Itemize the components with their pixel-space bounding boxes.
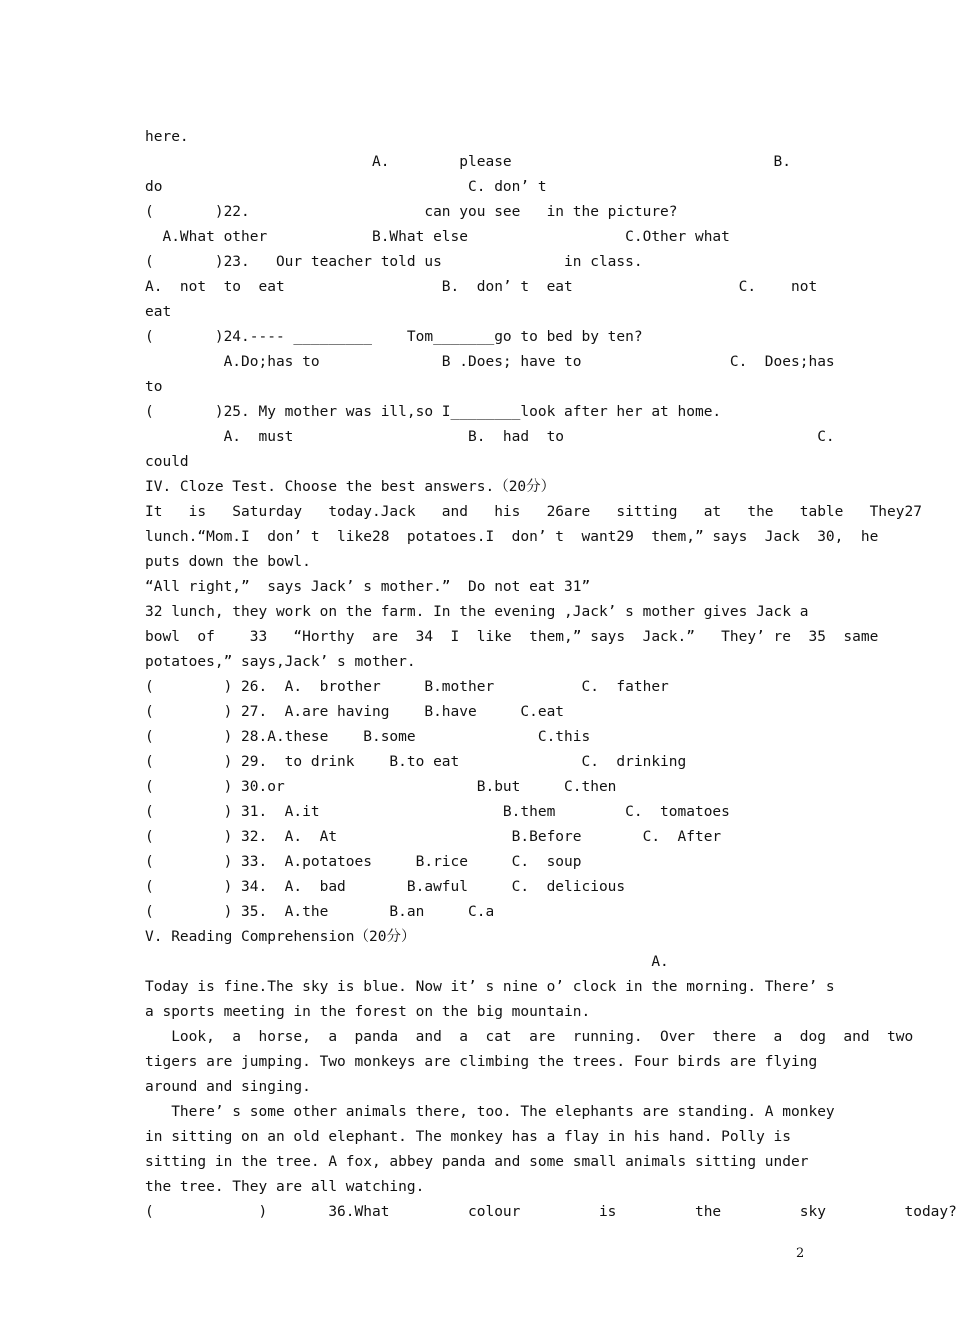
question-32: ( ) 32. A. At B.Before C. After: [145, 829, 722, 845]
reading-passage-line: sitting in the tree. A fox, abbey panda and some small animals sitting under: [145, 1154, 809, 1170]
reading-passage-line: Today is fine.The sky is blue. Now it’ s nine o’ clock in the morning. There’ s: [145, 979, 835, 995]
question-30: ( ) 30.or B.but C.then: [145, 779, 617, 795]
question-28: ( ) 28.A.these B.some C.this: [145, 729, 591, 745]
question-24: ( )24.---- _________ Tom_______go to bed by ten?: [145, 329, 643, 345]
question-34: ( ) 34. A. bad B.awful C. delicious: [145, 879, 626, 895]
text-line: A. please B.: [145, 154, 792, 170]
text-line: could: [145, 454, 189, 470]
reading-passage-line: a sports meeting in the forest on the big mountain.: [145, 1004, 591, 1020]
passage-label: A.: [145, 954, 669, 970]
cloze-passage-line: bowl of 33 “Horthy are 34 I like them,” says Jack.” They’ re 35 same: [145, 629, 879, 645]
question-25: ( )25. My mother was ill,so I________look after her at home.: [145, 404, 722, 420]
question-33: ( ) 33. A.potatoes B.rice C. soup: [145, 854, 582, 870]
reading-passage-line: tigers are jumping. Two monkeys are climbing the trees. Four birds are flying: [145, 1054, 818, 1070]
options-23: A. not to eat B. don’ t eat C. not: [145, 279, 818, 295]
cloze-passage-line: 32 lunch, they work on the farm. In the evening ,Jack’ s mother gives Jack a: [145, 604, 809, 620]
question-35: ( ) 35. A.the B.an C.a: [145, 904, 495, 920]
text-line: do C. don’ t: [145, 179, 547, 195]
text-line: eat: [145, 304, 172, 320]
question-27: ( ) 27. A.are having B.have C.eat: [145, 704, 565, 720]
question-29: ( ) 29. to drink B.to eat C. drinking: [145, 754, 687, 770]
question-31: ( ) 31. A.it B.them C. tomatoes: [145, 804, 730, 820]
section-heading-cloze: IV. Cloze Test. Choose the best answers.（20分）: [145, 479, 556, 495]
page-number: 2: [796, 1246, 805, 1261]
section-heading-reading: V. Reading Comprehension（20分）: [145, 929, 416, 945]
reading-passage-line: the tree. They are all watching.: [145, 1179, 425, 1195]
cloze-passage-line: lunch.“Mom.I don’ t like28 potatoes.I don’ t want29 them,” says Jack 30, he: [145, 529, 879, 545]
reading-passage-line: Look, a horse, a panda and a cat are running. Over there a dog and two: [145, 1029, 914, 1045]
cloze-passage-line: It is Saturday today.Jack and his 26are sitting at the table They27: [145, 504, 922, 520]
reading-passage-line: There’ s some other animals there, too. The elephants are standing. A monkey: [145, 1104, 835, 1120]
text-line: here.: [145, 129, 189, 145]
options-25: A. must B. had to C.: [145, 429, 835, 445]
options-22: A.What other B.What else C.Other what: [145, 229, 730, 245]
question-26: ( ) 26. A. brother B.mother C. father: [145, 679, 669, 695]
reading-passage-line: in sitting on an old elephant. The monkey has a flay in his hand. Polly is: [145, 1129, 792, 1145]
question-36: ( ) 36.What colour is the sky today?: [145, 1204, 957, 1220]
cloze-passage-line: “All right,” says Jack’ s mother.” Do not eat 31”: [145, 579, 591, 595]
cloze-passage-line: potatoes,” says,Jack’ s mother.: [145, 654, 416, 670]
options-24: A.Do;has to B .Does; have to C. Does;has: [145, 354, 835, 370]
question-23: ( )23. Our teacher told us in class.: [145, 254, 643, 270]
text-line: to: [145, 379, 163, 395]
reading-passage-line: around and singing.: [145, 1079, 311, 1095]
question-22: ( )22. can you see in the picture?: [145, 204, 678, 220]
cloze-passage-line: puts down the bowl.: [145, 554, 311, 570]
